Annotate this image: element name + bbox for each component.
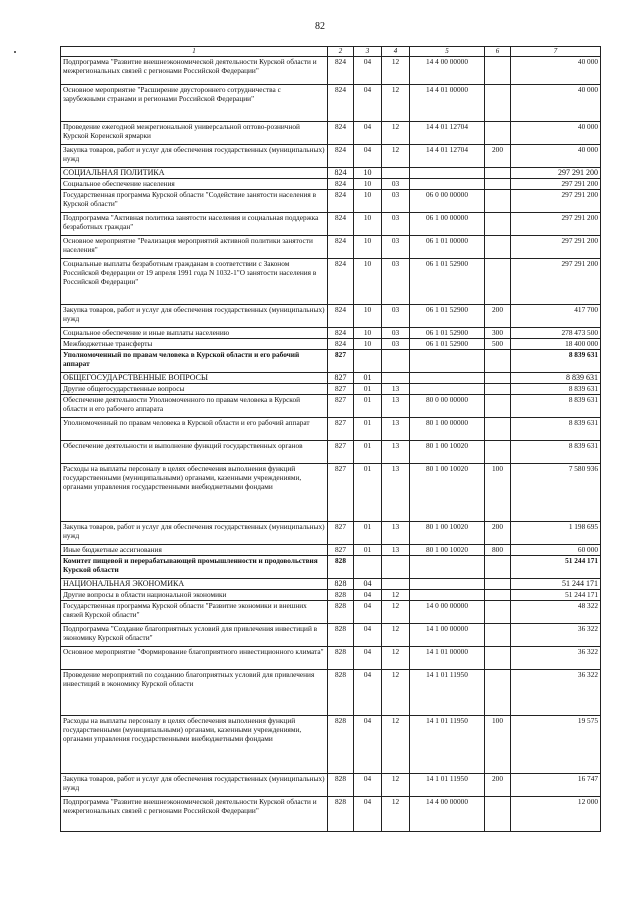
row-section-code: 04 xyxy=(354,579,382,590)
row-name: Другие вопросы в области национальной экономики xyxy=(61,590,328,601)
row-name: Другие общегосударственные вопросы xyxy=(61,384,328,395)
row-grbs-code: 824 xyxy=(328,179,354,190)
row-grbs-code: 824 xyxy=(328,57,354,85)
row-section-code: 10 xyxy=(354,236,382,259)
row-expense-type xyxy=(485,213,511,236)
row-target-article xyxy=(410,590,485,601)
row-section-code: 01 xyxy=(354,418,382,441)
row-grbs-code: 824 xyxy=(328,328,354,339)
table-row xyxy=(61,328,601,339)
row-amount: 8 839 631 xyxy=(511,384,601,395)
row-target-article: 06 1 01 52900 xyxy=(410,259,485,305)
row-target-article xyxy=(410,373,485,384)
row-amount: 60 000 xyxy=(511,545,601,556)
row-name: Проведение ежегодной межрегиональной универсальной оптово-розничной Курской Коренской ярмарки xyxy=(61,122,328,145)
row-target-article: 06 1 01 52900 xyxy=(410,305,485,328)
row-grbs-code: 824 xyxy=(328,259,354,305)
row-grbs-code: 828 xyxy=(328,774,354,797)
row-name: Подпрограмма "Активная политика занятости населения и социальная поддержка безработных граждан" xyxy=(61,213,328,236)
row-grbs-code: 827 xyxy=(328,350,354,373)
row-section-code: 04 xyxy=(354,647,382,670)
row-target-article: 06 1 00 00000 xyxy=(410,213,485,236)
row-amount: 8 839 631 xyxy=(511,373,601,384)
table-row xyxy=(61,373,601,384)
row-grbs-code: 827 xyxy=(328,522,354,545)
row-name: Социальное обеспечение и иные выплаты населению xyxy=(61,328,328,339)
row-target-article xyxy=(410,384,485,395)
page-number: 82 xyxy=(315,21,325,32)
row-grbs-code: 827 xyxy=(328,384,354,395)
table-row xyxy=(61,259,601,305)
row-subsection-code xyxy=(382,556,410,579)
row-expense-type: 300 xyxy=(485,328,511,339)
row-target-article: 80 1 00 10020 xyxy=(410,522,485,545)
header-cell: 1 xyxy=(61,47,328,57)
row-name: ОБЩЕГОСУДАРСТВЕННЫЕ ВОПРОСЫ xyxy=(61,373,328,384)
row-expense-type: 200 xyxy=(485,145,511,168)
row-section-code: 10 xyxy=(354,328,382,339)
row-target-article: 14 0 00 00000 xyxy=(410,601,485,624)
table-row xyxy=(61,57,601,85)
row-target-article: 14 4 01 12704 xyxy=(410,122,485,145)
row-amount: 297 291 200 xyxy=(511,259,601,305)
table-row xyxy=(61,122,601,145)
row-section-code: 10 xyxy=(354,259,382,305)
row-section-code: 04 xyxy=(354,590,382,601)
row-expense-type xyxy=(485,590,511,601)
table-row xyxy=(61,145,601,168)
row-target-article: 14 1 01 11950 xyxy=(410,774,485,797)
row-name: Межбюджетные трансферты xyxy=(61,339,328,350)
row-subsection-code: 13 xyxy=(382,464,410,522)
row-expense-type xyxy=(485,350,511,373)
row-section-code: 04 xyxy=(354,716,382,774)
row-amount: 51 244 171 xyxy=(511,590,601,601)
row-expense-type: 200 xyxy=(485,522,511,545)
row-amount: 36 322 xyxy=(511,670,601,716)
table-row xyxy=(61,716,601,774)
row-grbs-code: 827 xyxy=(328,373,354,384)
row-grbs-code: 824 xyxy=(328,190,354,213)
row-subsection-code: 13 xyxy=(382,441,410,464)
row-subsection-code xyxy=(382,373,410,384)
row-section-code: 01 xyxy=(354,373,382,384)
row-grbs-code: 827 xyxy=(328,464,354,522)
table-row xyxy=(61,305,601,328)
row-amount: 16 747 xyxy=(511,774,601,797)
row-expense-type xyxy=(485,168,511,179)
row-section-code: 01 xyxy=(354,441,382,464)
budget-table xyxy=(60,46,601,832)
row-subsection-code xyxy=(382,579,410,590)
row-target-article: 80 1 00 00000 xyxy=(410,418,485,441)
row-amount: 297 291 200 xyxy=(511,190,601,213)
row-subsection-code: 12 xyxy=(382,797,410,832)
row-subsection-code: 03 xyxy=(382,179,410,190)
row-expense-type xyxy=(485,395,511,418)
row-expense-type: 100 xyxy=(485,464,511,522)
row-amount: 51 244 171 xyxy=(511,579,601,590)
row-amount: 19 575 xyxy=(511,716,601,774)
row-expense-type xyxy=(485,373,511,384)
row-expense-type: 200 xyxy=(485,305,511,328)
row-name: Проведение мероприятий по созданию благоприятных условий для привлечения инвестиций в экономику Курской области xyxy=(61,670,328,716)
row-subsection-code: 13 xyxy=(382,545,410,556)
row-section-code: 01 xyxy=(354,464,382,522)
row-subsection-code: 12 xyxy=(382,590,410,601)
row-subsection-code: 12 xyxy=(382,670,410,716)
row-expense-type xyxy=(485,190,511,213)
row-grbs-code: 824 xyxy=(328,168,354,179)
row-amount: 40 000 xyxy=(511,145,601,168)
table-row xyxy=(61,236,601,259)
row-target-article: 06 1 01 52900 xyxy=(410,339,485,350)
row-section-code: 04 xyxy=(354,797,382,832)
row-subsection-code: 12 xyxy=(382,122,410,145)
row-name: Закупка товаров, работ и услуг для обеспечения государственных (муниципальных) нужд xyxy=(61,522,328,545)
row-section-code: 10 xyxy=(354,339,382,350)
row-grbs-code: 828 xyxy=(328,579,354,590)
table-row xyxy=(61,179,601,190)
row-section-code: 01 xyxy=(354,545,382,556)
row-section-code: 04 xyxy=(354,624,382,647)
row-expense-type xyxy=(485,259,511,305)
row-grbs-code: 824 xyxy=(328,305,354,328)
table-row xyxy=(61,339,601,350)
row-name: Закупка товаров, работ и услуг для обеспечения государственных (муниципальных) нужд xyxy=(61,305,328,328)
row-amount: 417 700 xyxy=(511,305,601,328)
row-target-article: 14 4 01 12704 xyxy=(410,145,485,168)
row-target-article: 14 1 00 00000 xyxy=(410,624,485,647)
row-grbs-code: 827 xyxy=(328,441,354,464)
row-name: Подпрограмма "Развитие внешнеэкономической деятельности Курской области и межрегиональных связей с регионами Российской Федерации" xyxy=(61,57,328,85)
row-expense-type xyxy=(485,624,511,647)
row-grbs-code: 827 xyxy=(328,545,354,556)
row-expense-type xyxy=(485,601,511,624)
row-name: Обеспечение деятельности и выполнение функций государственных органов xyxy=(61,441,328,464)
header-cell: 5 xyxy=(410,47,485,57)
row-subsection-code: 13 xyxy=(382,418,410,441)
row-section-code: 10 xyxy=(354,305,382,328)
row-expense-type: 200 xyxy=(485,774,511,797)
row-subsection-code: 12 xyxy=(382,647,410,670)
row-amount: 8 839 631 xyxy=(511,418,601,441)
row-section-code: 04 xyxy=(354,57,382,85)
table-row xyxy=(61,464,601,522)
table-row xyxy=(61,545,601,556)
row-subsection-code: 12 xyxy=(382,85,410,122)
row-amount: 12 000 xyxy=(511,797,601,832)
row-section-code: 04 xyxy=(354,670,382,716)
row-subsection-code: 03 xyxy=(382,236,410,259)
row-subsection-code: 12 xyxy=(382,57,410,85)
row-subsection-code: 03 xyxy=(382,190,410,213)
row-section-code: 01 xyxy=(354,395,382,418)
row-amount: 297 291 200 xyxy=(511,168,601,179)
row-section-code: 04 xyxy=(354,774,382,797)
row-expense-type xyxy=(485,670,511,716)
row-name: Расходы на выплаты персоналу в целях обеспечения выполнения функций государственными (муниципальными) органами, казенными учреждениями, органами управления государственными внебюджетными фондами xyxy=(61,716,328,774)
table-row xyxy=(61,797,601,832)
row-subsection-code: 12 xyxy=(382,145,410,168)
row-name: Обеспечение деятельности Уполномоченного по правам человека в Курской области и его рабочего аппарата xyxy=(61,395,328,418)
row-section-code xyxy=(354,350,382,373)
row-name: Подпрограмма "Развитие внешнеэкономической деятельности Курской области и межрегиональных связей с регионами Российской Федерации" xyxy=(61,797,328,832)
row-target-article xyxy=(410,350,485,373)
row-subsection-code: 03 xyxy=(382,213,410,236)
row-name: Социальные выплаты безработным гражданам в соответствии с Законом Российской Федерации от 19 апреля 1991 года N 1032-1"О занятости населения в Российской Федерации" xyxy=(61,259,328,305)
row-target-article: 14 1 01 00000 xyxy=(410,647,485,670)
row-amount: 1 198 695 xyxy=(511,522,601,545)
row-target-article xyxy=(410,579,485,590)
row-amount: 36 322 xyxy=(511,624,601,647)
row-name: Комитет пищевой и перерабатывающей промышленности и продовольствия Курской области xyxy=(61,556,328,579)
row-amount: 48 322 xyxy=(511,601,601,624)
header-cell: 4 xyxy=(382,47,410,57)
row-grbs-code: 828 xyxy=(328,716,354,774)
row-name: Уполномоченный по правам человека в Курской области и его рабочий аппарат xyxy=(61,418,328,441)
header-cell: 6 xyxy=(485,47,511,57)
row-target-article: 80 1 00 10020 xyxy=(410,464,485,522)
row-expense-type xyxy=(485,57,511,85)
table-row xyxy=(61,418,601,441)
row-subsection-code xyxy=(382,350,410,373)
row-expense-type xyxy=(485,647,511,670)
row-section-code: 01 xyxy=(354,384,382,395)
header-row xyxy=(61,47,601,57)
row-amount: 297 291 200 xyxy=(511,179,601,190)
row-name: Основное мероприятие "Формирование благоприятного инвестиционного климата" xyxy=(61,647,328,670)
table-row xyxy=(61,601,601,624)
row-grbs-code: 828 xyxy=(328,556,354,579)
row-grbs-code: 824 xyxy=(328,85,354,122)
row-expense-type xyxy=(485,556,511,579)
table-row xyxy=(61,579,601,590)
row-name: Иные бюджетные ассигнования xyxy=(61,545,328,556)
table-row xyxy=(61,556,601,579)
row-section-code: 10 xyxy=(354,179,382,190)
row-amount: 18 400 000 xyxy=(511,339,601,350)
row-expense-type xyxy=(485,179,511,190)
row-amount: 297 291 200 xyxy=(511,213,601,236)
header-cell: 3 xyxy=(354,47,382,57)
row-grbs-code: 828 xyxy=(328,601,354,624)
row-grbs-code: 827 xyxy=(328,395,354,418)
row-section-code xyxy=(354,556,382,579)
row-expense-type xyxy=(485,579,511,590)
row-grbs-code: 827 xyxy=(328,418,354,441)
header-cell: 2 xyxy=(328,47,354,57)
row-subsection-code: 03 xyxy=(382,305,410,328)
row-target-article: 14 4 00 00000 xyxy=(410,797,485,832)
row-name: Расходы на выплаты персоналу в целях обеспечения выполнения функций государственными (муниципальными) органами, казенными учреждениями, органами управления государственными внебюджетными фондами xyxy=(61,464,328,522)
row-section-code: 01 xyxy=(354,522,382,545)
row-section-code: 04 xyxy=(354,601,382,624)
row-amount: 278 473 500 xyxy=(511,328,601,339)
row-amount: 40 000 xyxy=(511,122,601,145)
row-amount: 40 000 xyxy=(511,57,601,85)
row-amount: 8 839 631 xyxy=(511,441,601,464)
row-grbs-code: 828 xyxy=(328,590,354,601)
row-subsection-code: 12 xyxy=(382,624,410,647)
row-target-article: 14 1 01 11950 xyxy=(410,716,485,774)
row-target-article xyxy=(410,179,485,190)
row-name: Основное мероприятие "Расширение двустороннего сотрудничества с зарубежными странами и регионами Российской Федерации" xyxy=(61,85,328,122)
table-row xyxy=(61,774,601,797)
row-amount: 40 000 xyxy=(511,85,601,122)
row-name: Государственная программа Курской области "Содействие занятости населения в Курской области" xyxy=(61,190,328,213)
row-expense-type xyxy=(485,384,511,395)
table-row xyxy=(61,395,601,418)
row-name: Государственная программа Курской области "Развитие экономики и внешних связей Курской области" xyxy=(61,601,328,624)
table-row xyxy=(61,590,601,601)
row-subsection-code: 03 xyxy=(382,339,410,350)
table-row xyxy=(61,213,601,236)
row-name: Закупка товаров, работ и услуг для обеспечения государственных (муниципальных) нужд xyxy=(61,774,328,797)
scan-speck xyxy=(14,51,16,53)
row-amount: 8 839 631 xyxy=(511,350,601,373)
row-name: СОЦИАЛЬНАЯ ПОЛИТИКА xyxy=(61,168,328,179)
table-row xyxy=(61,168,601,179)
row-name: Закупка товаров, работ и услуг для обеспечения государственных (муниципальных) нужд xyxy=(61,145,328,168)
row-expense-type xyxy=(485,441,511,464)
row-target-article: 14 4 01 00000 xyxy=(410,85,485,122)
table-row xyxy=(61,624,601,647)
row-subsection-code: 03 xyxy=(382,328,410,339)
row-grbs-code: 828 xyxy=(328,797,354,832)
row-name: НАЦИОНАЛЬНАЯ ЭКОНОМИКА xyxy=(61,579,328,590)
row-target-article: 06 0 00 00000 xyxy=(410,190,485,213)
row-section-code: 04 xyxy=(354,85,382,122)
row-subsection-code: 12 xyxy=(382,716,410,774)
row-name: Социальное обеспечение населения xyxy=(61,179,328,190)
row-subsection-code: 12 xyxy=(382,774,410,797)
row-target-article: 80 1 00 10020 xyxy=(410,545,485,556)
row-expense-type xyxy=(485,418,511,441)
row-expense-type xyxy=(485,797,511,832)
row-grbs-code: 828 xyxy=(328,624,354,647)
row-subsection-code: 13 xyxy=(382,395,410,418)
row-expense-type: 500 xyxy=(485,339,511,350)
row-subsection-code: 13 xyxy=(382,522,410,545)
row-grbs-code: 828 xyxy=(328,670,354,716)
row-name: Уполномоченный по правам человека в Курской области и его рабочий аппарат xyxy=(61,350,328,373)
table-row xyxy=(61,670,601,716)
row-section-code: 04 xyxy=(354,145,382,168)
row-expense-type xyxy=(485,236,511,259)
row-expense-type: 100 xyxy=(485,716,511,774)
row-subsection-code: 13 xyxy=(382,384,410,395)
row-target-article: 80 0 00 00000 xyxy=(410,395,485,418)
row-name: Основное мероприятие "Реализация мероприятий активной политики занятости населения" xyxy=(61,236,328,259)
row-expense-type: 800 xyxy=(485,545,511,556)
row-target-article: 06 1 01 00000 xyxy=(410,236,485,259)
table-row xyxy=(61,85,601,122)
table-row xyxy=(61,350,601,373)
row-amount: 36 322 xyxy=(511,647,601,670)
row-subsection-code xyxy=(382,168,410,179)
row-name: Подпрограмма "Создание благоприятных условий для привлечения инвестиций в экономику Курской области" xyxy=(61,624,328,647)
table-row xyxy=(61,647,601,670)
row-grbs-code: 824 xyxy=(328,122,354,145)
row-grbs-code: 824 xyxy=(328,236,354,259)
row-section-code: 10 xyxy=(354,168,382,179)
header-cell: 7 xyxy=(511,47,601,57)
row-section-code: 04 xyxy=(354,122,382,145)
row-section-code: 10 xyxy=(354,190,382,213)
table-row xyxy=(61,522,601,545)
row-grbs-code: 824 xyxy=(328,213,354,236)
table-row xyxy=(61,441,601,464)
row-grbs-code: 824 xyxy=(328,145,354,168)
row-amount: 297 291 200 xyxy=(511,236,601,259)
row-target-article: 14 1 01 11950 xyxy=(410,670,485,716)
row-subsection-code: 12 xyxy=(382,601,410,624)
row-amount: 51 244 171 xyxy=(511,556,601,579)
row-target-article: 14 4 00 00000 xyxy=(410,57,485,85)
row-target-article xyxy=(410,168,485,179)
table-row xyxy=(61,190,601,213)
row-amount: 7 580 936 xyxy=(511,464,601,522)
row-grbs-code: 824 xyxy=(328,339,354,350)
row-grbs-code: 828 xyxy=(328,647,354,670)
row-target-article: 06 1 01 52900 xyxy=(410,328,485,339)
row-section-code: 10 xyxy=(354,213,382,236)
row-target-article xyxy=(410,556,485,579)
row-amount: 8 839 631 xyxy=(511,395,601,418)
row-expense-type xyxy=(485,122,511,145)
row-subsection-code: 03 xyxy=(382,259,410,305)
row-target-article: 80 1 00 10020 xyxy=(410,441,485,464)
row-expense-type xyxy=(485,85,511,122)
table-row xyxy=(61,384,601,395)
